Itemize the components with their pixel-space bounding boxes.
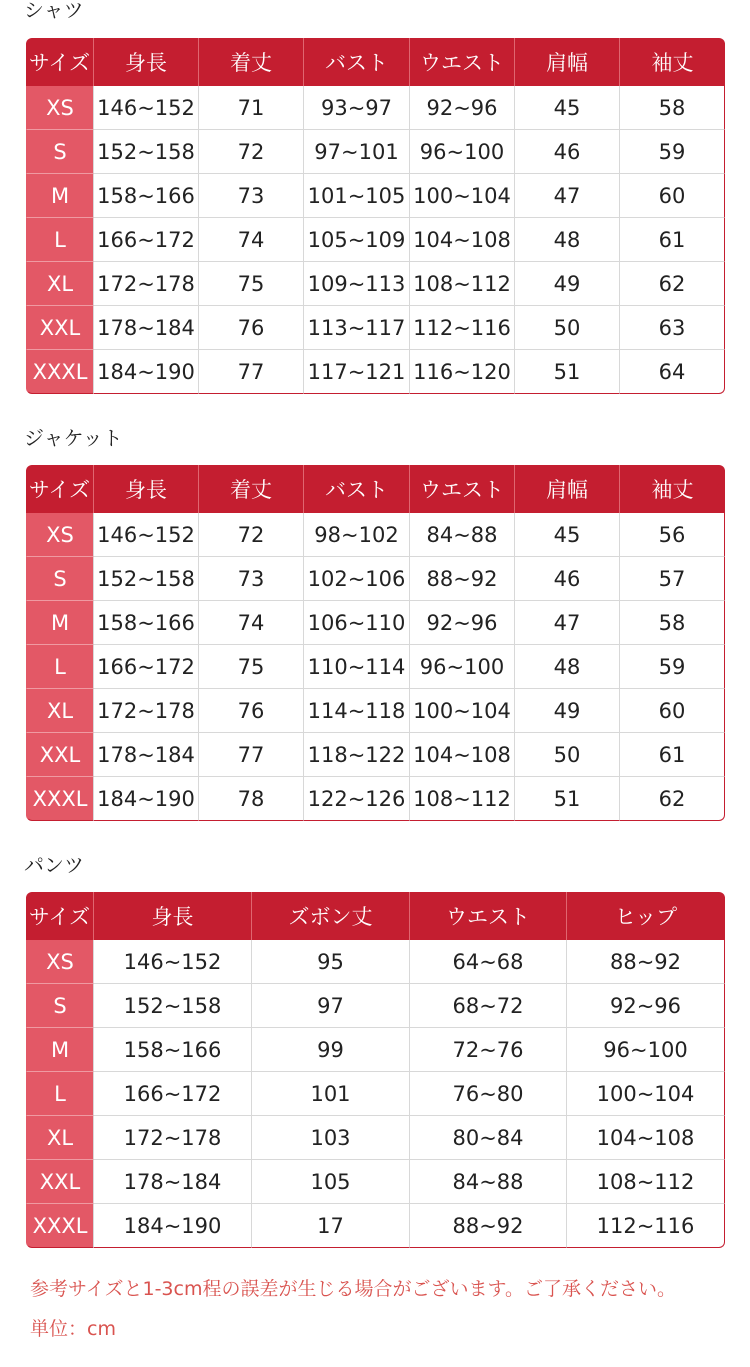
table-row (26, 733, 725, 777)
table-cell: 77 (199, 733, 304, 777)
size-label-cell: M (26, 601, 94, 645)
table-cell: 49 (515, 262, 620, 306)
table-cell: 152~158 (94, 557, 199, 601)
table-row (26, 1028, 725, 1072)
size-label-cell: XXXL (26, 1204, 94, 1248)
size-label-cell: XXL (26, 1160, 94, 1204)
table-row (26, 262, 725, 306)
size-label-cell: XS (26, 940, 94, 984)
table-cell: 118~122 (304, 733, 410, 777)
table-cell: 92~96 (567, 984, 725, 1028)
table-cell: 56 (620, 513, 725, 557)
table-cell: 45 (515, 86, 620, 130)
table-cell: 158~166 (94, 174, 199, 218)
table-cell: 76 (199, 689, 304, 733)
table-cell: 108~112 (410, 262, 515, 306)
table-cell: 96~100 (567, 1028, 725, 1072)
table-cell: 101 (252, 1072, 410, 1116)
table-cell: 45 (515, 513, 620, 557)
table-cell: 166~172 (94, 1072, 252, 1116)
table-cell: 100~104 (410, 174, 515, 218)
size-label-cell: XXL (26, 733, 94, 777)
column-header: サイズ (26, 38, 94, 86)
size-label-cell: S (26, 984, 94, 1028)
table-cell: 74 (199, 601, 304, 645)
table-cell: 172~178 (94, 262, 199, 306)
table-cell: 75 (199, 262, 304, 306)
table-header-row (26, 465, 725, 513)
table-cell: 152~158 (94, 984, 252, 1028)
size-label-cell: XL (26, 262, 94, 306)
table-cell: 88~92 (410, 1204, 567, 1248)
table-cell: 178~184 (94, 306, 199, 350)
table-cell: 105~109 (304, 218, 410, 262)
table-cell: 108~112 (410, 777, 515, 821)
table-cell: 146~152 (94, 940, 252, 984)
table-cell: 47 (515, 601, 620, 645)
column-header: 肩幅 (515, 465, 620, 513)
size-label-cell: L (26, 1072, 94, 1116)
column-header: 肩幅 (515, 38, 620, 86)
table-row (26, 350, 725, 394)
table-cell: 63 (620, 306, 725, 350)
table-cell: 51 (515, 350, 620, 394)
table-cell: 146~152 (94, 513, 199, 557)
table-cell: 51 (515, 777, 620, 821)
column-header: ウエスト (410, 892, 567, 940)
table-cell: 72 (199, 513, 304, 557)
unit-label: 単位：cm (30, 1318, 116, 1340)
table-cell: 172~178 (94, 689, 199, 733)
table-cell: 158~166 (94, 601, 199, 645)
table-cell: 98~102 (304, 513, 410, 557)
table-cell: 97~101 (304, 130, 410, 174)
size-label-cell: XXXL (26, 777, 94, 821)
table-cell: 17 (252, 1204, 410, 1248)
table-cell: 73 (199, 174, 304, 218)
table-cell: 73 (199, 557, 304, 601)
table-cell: 178~184 (94, 1160, 252, 1204)
table-cell: 101~105 (304, 174, 410, 218)
table-cell: 105 (252, 1160, 410, 1204)
table-cell: 46 (515, 557, 620, 601)
table-cell: 96~100 (410, 130, 515, 174)
table-row (26, 86, 725, 130)
column-header: サイズ (26, 465, 94, 513)
column-header: 袖丈 (620, 38, 725, 86)
table-cell: 93~97 (304, 86, 410, 130)
table-cell: 106~110 (304, 601, 410, 645)
table-cell: 184~190 (94, 350, 199, 394)
table-cell: 117~121 (304, 350, 410, 394)
table-row (26, 984, 725, 1028)
table-cell: 76~80 (410, 1072, 567, 1116)
table-cell: 58 (620, 601, 725, 645)
table-row (26, 1116, 725, 1160)
table-row (26, 174, 725, 218)
size-label-cell: L (26, 645, 94, 689)
table-cell: 61 (620, 733, 725, 777)
table-cell: 48 (515, 645, 620, 689)
pants-title: パンツ (24, 853, 84, 877)
table-cell: 184~190 (94, 1204, 252, 1248)
table-row (26, 130, 725, 174)
table-cell: 76 (199, 306, 304, 350)
table-cell: 92~96 (410, 86, 515, 130)
table-cell: 88~92 (410, 557, 515, 601)
table-cell: 46 (515, 130, 620, 174)
column-header: 身長 (94, 892, 252, 940)
table-row (26, 689, 725, 733)
table-cell: 77 (199, 350, 304, 394)
size-label-cell: M (26, 1028, 94, 1072)
table-cell: 103 (252, 1116, 410, 1160)
table-header-row (26, 38, 725, 86)
size-label-cell: XL (26, 1116, 94, 1160)
table-cell: 62 (620, 262, 725, 306)
size-label-cell: S (26, 130, 94, 174)
table-cell: 116~120 (410, 350, 515, 394)
size-label-cell: S (26, 557, 94, 601)
table-cell: 74 (199, 218, 304, 262)
size-label-cell: M (26, 174, 94, 218)
table-cell: 62 (620, 777, 725, 821)
size-label-cell: XS (26, 86, 94, 130)
table-cell: 152~158 (94, 130, 199, 174)
size-label-cell: XXXL (26, 350, 94, 394)
table-cell: 61 (620, 218, 725, 262)
table-row (26, 601, 725, 645)
table-cell: 104~108 (410, 733, 515, 777)
table-cell: 72~76 (410, 1028, 567, 1072)
table-cell: 109~113 (304, 262, 410, 306)
table-cell: 92~96 (410, 601, 515, 645)
table-cell: 84~88 (410, 513, 515, 557)
table-cell: 64 (620, 350, 725, 394)
column-header: 身長 (94, 38, 199, 86)
column-header: サイズ (26, 892, 94, 940)
table-cell: 75 (199, 645, 304, 689)
table-cell: 184~190 (94, 777, 199, 821)
table-cell: 59 (620, 645, 725, 689)
table-cell: 100~104 (410, 689, 515, 733)
table-cell: 71 (199, 86, 304, 130)
table-cell: 50 (515, 733, 620, 777)
column-header: 袖丈 (620, 465, 725, 513)
table-cell: 68~72 (410, 984, 567, 1028)
column-header: 着丈 (199, 38, 304, 86)
table-cell: 59 (620, 130, 725, 174)
table-cell: 112~116 (410, 306, 515, 350)
table-cell: 166~172 (94, 645, 199, 689)
column-header: バスト (304, 465, 410, 513)
size-label-cell: L (26, 218, 94, 262)
table-cell: 97 (252, 984, 410, 1028)
table-row (26, 1160, 725, 1204)
table-cell: 84~88 (410, 1160, 567, 1204)
table-cell: 78 (199, 777, 304, 821)
table-cell: 172~178 (94, 1116, 252, 1160)
size-disclaimer-note: 参考サイズと1-3cm程の誤差が生じる場合がございます。ご了承ください。 (30, 1278, 676, 1300)
size-label-cell: XL (26, 689, 94, 733)
table-cell: 112~116 (567, 1204, 725, 1248)
jacket-title: ジャケット (24, 426, 123, 450)
table-row (26, 940, 725, 984)
table-cell: 58 (620, 86, 725, 130)
table-cell: 72 (199, 130, 304, 174)
column-header: バスト (304, 38, 410, 86)
column-header: 着丈 (199, 465, 304, 513)
table-cell: 99 (252, 1028, 410, 1072)
table-cell: 80~84 (410, 1116, 567, 1160)
table-row (26, 513, 725, 557)
table-row (26, 218, 725, 262)
table-row (26, 1204, 725, 1248)
table-row (26, 306, 725, 350)
table-header-row (26, 892, 725, 940)
table-cell: 57 (620, 557, 725, 601)
table-cell: 114~118 (304, 689, 410, 733)
shirt-title: シャツ (24, 0, 84, 22)
table-cell: 48 (515, 218, 620, 262)
pants-size-table (26, 892, 725, 1248)
table-cell: 122~126 (304, 777, 410, 821)
table-cell: 60 (620, 174, 725, 218)
column-header: ウエスト (410, 38, 515, 86)
column-header: 身長 (94, 465, 199, 513)
size-label-cell: XS (26, 513, 94, 557)
table-cell: 96~100 (410, 645, 515, 689)
jacket-size-table (26, 465, 725, 821)
column-header: ウエスト (410, 465, 515, 513)
table-cell: 95 (252, 940, 410, 984)
table-cell: 146~152 (94, 86, 199, 130)
table-cell: 50 (515, 306, 620, 350)
table-row (26, 645, 725, 689)
table-row (26, 1072, 725, 1116)
table-cell: 47 (515, 174, 620, 218)
table-cell: 49 (515, 689, 620, 733)
table-cell: 102~106 (304, 557, 410, 601)
column-header: ヒップ (567, 892, 725, 940)
column-header: ズボン丈 (252, 892, 410, 940)
table-cell: 113~117 (304, 306, 410, 350)
shirt-size-table (26, 38, 725, 394)
table-cell: 178~184 (94, 733, 199, 777)
table-row (26, 777, 725, 821)
table-cell: 64~68 (410, 940, 567, 984)
table-cell: 108~112 (567, 1160, 725, 1204)
table-row (26, 557, 725, 601)
table-cell: 110~114 (304, 645, 410, 689)
table-cell: 166~172 (94, 218, 199, 262)
table-cell: 88~92 (567, 940, 725, 984)
table-cell: 100~104 (567, 1072, 725, 1116)
size-label-cell: XXL (26, 306, 94, 350)
table-cell: 158~166 (94, 1028, 252, 1072)
table-cell: 104~108 (410, 218, 515, 262)
table-cell: 60 (620, 689, 725, 733)
table-cell: 104~108 (567, 1116, 725, 1160)
